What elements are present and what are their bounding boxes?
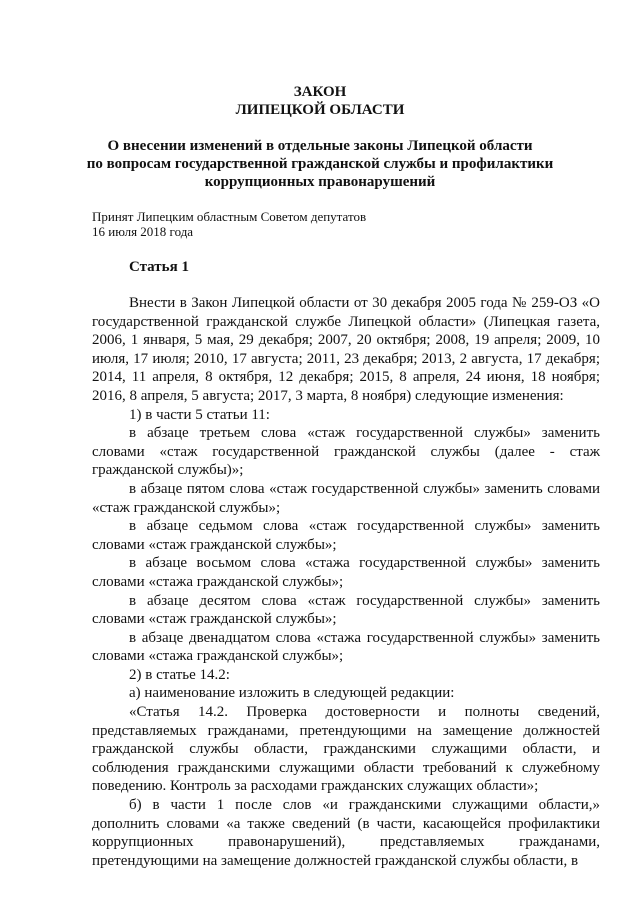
law-title-line-2: ЛИПЕЦКОЙ ОБЛАСТИ [235,102,405,118]
paragraph: в абзаце десятом слова «стаж государственной службы» заменить словами «стаж гражданской службы»; [92,592,600,628]
law-title-line-1: ЗАКОН [293,84,347,100]
paragraph: в абзаце двенадцатом слова «стажа государственной службы» заменить словами «стажа гражданской службы»; [92,629,600,665]
paragraph: б) в части 1 после слов «и гражданскими служащими области,» дополнить словами «а также сведений (в части, касающейся профилактики коррупционных правонарушений), представляемых гражданами, претендующими на замещение должностей гражданской службы области, в [92,797,600,869]
article-body [92,294,600,870]
paragraph: в абзаце восьмом слова «стажа государственной службы» заменить словами «стажа гражданской службы»; [92,555,600,590]
paragraph: а) наименование изложить в следующей редакции: [129,685,455,702]
paragraph: в абзаце третьем слова «стаж государственной службы» заменить словами «стаж государственной гражданской службы (далее - стаж гражданской службы)»; [92,425,600,479]
paragraph: в абзаце пятом слова «стаж государственной службы» заменить словами «стаж гражданской службы»; [92,480,600,516]
law-subtitle-line-1: О внесении изменений в отдельные законы Липецкой области [107,138,533,154]
adopted-date-line: 16 июля 2018 года [92,224,194,239]
adopted-by-line: Принят Липецким областным Советом депутатов [92,209,367,224]
paragraph: «Статья 14.2. Проверка достоверности и полноты сведений, представляемых гражданами, претендующими на замещение должностей гражданской службы области, гражданскими служащими области, и соблюдения гражданскими служащими области требований к служебному поведению. Контроль за расходами гражданских служащих области»; [92,704,600,795]
article-heading: Статья 1 [129,259,189,275]
paragraph: 1) в части 5 статьи 11: [129,406,270,423]
law-subtitle-line-2: по вопросам государственной гражданской службы и профилактики [86,156,554,172]
paragraph: в абзаце седьмом слова «стаж государственной службы» заменить словами «стаж гражданской службы»; [92,518,600,553]
paragraph: Внести в Закон Липецкой области от 30 декабря 2005 года № 259-ОЗ «О государственной гражданской службе Липецкой области» (Липецкая газета, 2006, 1 января, 5 мая, 29 декабря; 2007, 20 октября; 2008, 19 апреля; 2009, 10 июля, 17 июля; 2010, 17 августа; 2011, 23 декабря; 2013, 2 августа, 17 декабря; 2014, 11 апреля, 8 октября, 12 декабря; 2015, 8 апреля, 24 июня, 18 ноября; 2016, 8 апреля, 5 августа; 2017, 3 марта, 8 ноября) следующие изменения: [92,295,600,404]
law-subtitle-line-3: коррупционных правонарушений [204,174,436,190]
paragraph: 2) в статье 14.2: [129,666,230,683]
